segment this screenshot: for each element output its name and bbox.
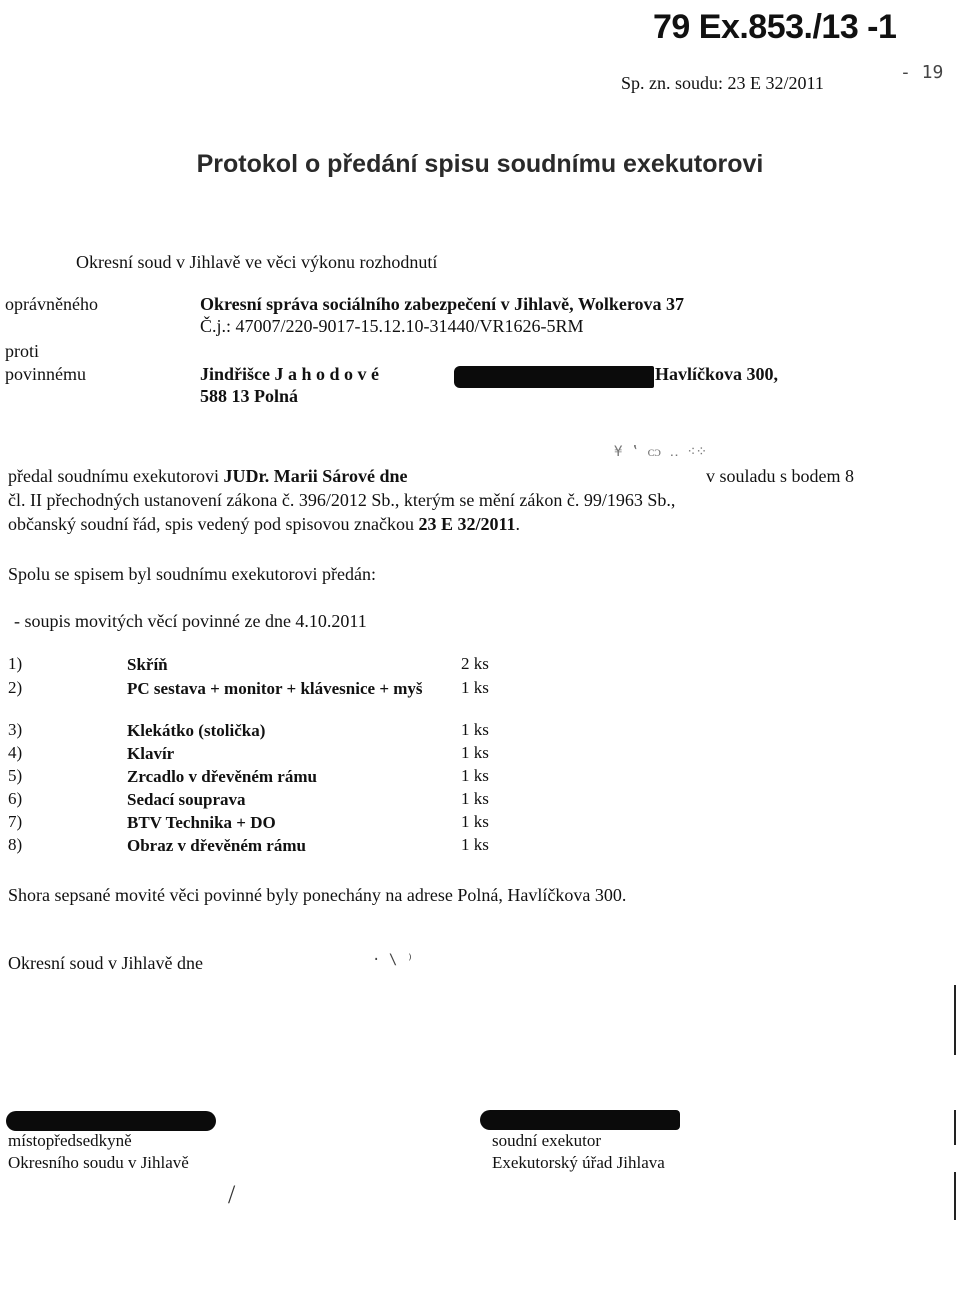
transfer-line-1	[8, 466, 407, 487]
item-quantity: 1 ks	[461, 743, 489, 762]
transfer-period: .	[515, 514, 520, 534]
item-quantity: 2 ks	[461, 654, 489, 673]
signature-redaction-left	[6, 1111, 216, 1131]
item-number: 3)	[8, 720, 23, 739]
list-item	[8, 743, 528, 765]
handwritten-tick: /	[228, 1180, 236, 1209]
item-name: PC sestava + monitor + klávesnice + myš	[127, 679, 423, 698]
item-number: 6)	[8, 789, 23, 808]
item-number: 5)	[8, 766, 23, 785]
case-number: 79 Ex.853./13 -1	[653, 8, 897, 46]
item-quantity: 1 ks	[461, 720, 489, 739]
obliged-label: povinnému	[5, 364, 86, 384]
obliged-city: 588 13 Polná	[200, 386, 299, 406]
left-signatory-role: místopředsedkyně	[8, 1131, 132, 1150]
item-number: 2)	[8, 678, 23, 697]
list-item	[8, 812, 528, 834]
transfer-line-2: čl. II přechodných ustanovení zákona č. 396/2012 Sb., kterým se mění zákon č. 99/1963 Sb.,	[8, 490, 676, 510]
obliged-name: Jindřišce J a h o d o v é	[200, 364, 380, 384]
item-number: 7)	[8, 812, 23, 831]
item-number: 1)	[8, 654, 23, 673]
file-reference: 23 E 32/2011	[418, 514, 516, 534]
right-signatory-org: Exekutorský úřad Jihlava	[492, 1153, 665, 1172]
executor-name: JUDr. Marii Sárové dne	[223, 466, 408, 486]
page-title: Protokol o předání spisu soudnímu exekutorovi	[196, 150, 764, 178]
list-item	[8, 720, 528, 742]
margin-line	[954, 1110, 956, 1145]
transfer-line-3	[8, 514, 520, 535]
item-name: Klavír	[127, 744, 175, 763]
faint-stamp-mark: ¥ ‛ ᴄᴐ ‥ ⁖⁘	[614, 444, 708, 460]
transfer-text: předal soudnímu exekutorovi	[8, 466, 224, 486]
court-date-line: Okresní soud v Jihlavě dne	[8, 953, 203, 973]
item-quantity: 1 ks	[461, 835, 489, 854]
item-number: 4)	[8, 743, 23, 762]
item-quantity: 1 ks	[461, 812, 489, 831]
obliged-street: Havlíčkova 300,	[655, 364, 779, 384]
list-item	[8, 789, 528, 811]
item-quantity: 1 ks	[461, 678, 489, 697]
entitled-reference: Č.j.: 47007/220-9017-15.12.10-31440/VR1626-5RM	[200, 316, 584, 336]
date-scribble: · \ ⁾	[372, 952, 415, 968]
redaction-bar	[454, 366, 654, 388]
left-signatory-org: Okresního soudu v Jihlavě	[8, 1153, 189, 1172]
transfer-text-3: občanský soudní řád, spis vedený pod spisovou značkou	[8, 514, 419, 534]
court-intro: Okresní soud v Jihlavě ve věci výkonu rozhodnutí	[76, 252, 438, 272]
item-quantity: 1 ks	[461, 766, 489, 785]
margin-mark: - 19	[900, 62, 944, 83]
list-item	[8, 654, 528, 676]
item-name: BTV Technika + DO	[127, 813, 276, 832]
item-quantity: 1 ks	[461, 789, 489, 808]
margin-line	[954, 985, 956, 1055]
against-label: proti	[5, 341, 39, 361]
list-item	[8, 835, 528, 857]
item-name: Klekátko (stolička)	[127, 721, 266, 740]
item-name: Obraz v dřevěném rámu	[127, 836, 306, 855]
signature-redaction-right	[480, 1110, 680, 1130]
list-item	[8, 766, 528, 788]
list-item	[8, 678, 528, 722]
inventory-heading: - soupis movitých věcí povinné ze dne 4.10.2011	[14, 611, 367, 631]
right-signatory-role: soudní exekutor	[492, 1131, 602, 1150]
transfer-line-1-end: v souladu s bodem 8	[706, 466, 854, 486]
margin-line	[954, 1172, 956, 1220]
item-name: Skříň	[127, 655, 168, 674]
court-reference: Sp. zn. soudu: 23 E 32/2011	[621, 73, 824, 93]
with-file-text: Spolu se spisem byl soudnímu exekutorovi předán:	[8, 564, 376, 584]
item-name: Zrcadlo v dřevěném rámu	[127, 767, 317, 786]
item-name: Sedací souprava	[127, 790, 246, 809]
note-text: Shora sepsané movité věci povinné byly ponechány na adrese Polná, Havlíčkova 300.	[8, 885, 627, 905]
entitled-name: Okresní správa sociálního zabezpečení v Jihlavě, Wolkerova 37	[200, 294, 685, 314]
item-number: 8)	[8, 835, 23, 854]
entitled-label: oprávněného	[5, 294, 98, 314]
